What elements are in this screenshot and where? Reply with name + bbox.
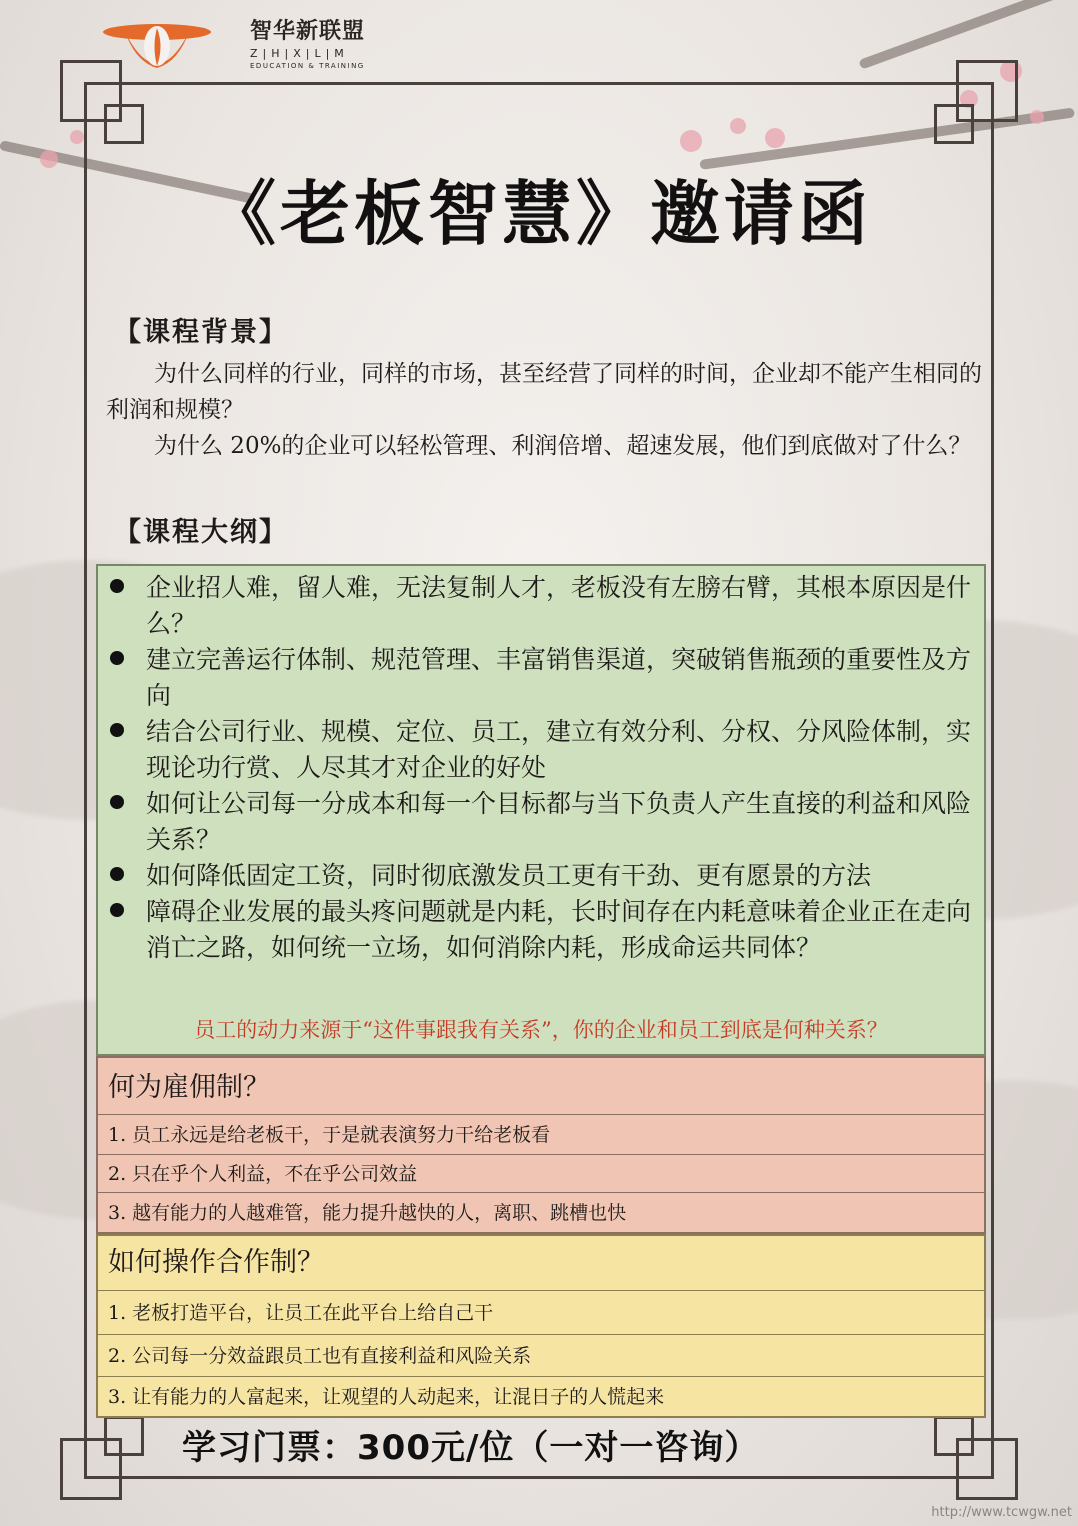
watermark: http://www.tcwgw.net	[931, 1505, 1072, 1520]
outline-item-text: 建立完善运行体制、规范管理、丰富销售渠道，突破销售瓶颈的重要性及方向	[146, 645, 972, 710]
background-paragraph-1: 为什么同样的行业，同样的市场，甚至经营了同样的时间，企业却不能产生相同的利润和规模？	[106, 361, 982, 423]
bullet-icon	[110, 867, 124, 881]
brand-logo-icon	[100, 10, 215, 80]
outline-item-text: 企业招人难，留人难，无法复制人才，老板没有左膀右臂，其根本原因是什么？	[146, 573, 972, 638]
outline-item-text: 如何降低固定工资，同时彻底激发员工更有干劲、更有愿景的方法	[146, 861, 872, 890]
brand-tagline: EDUCATION & TRAINING	[250, 62, 365, 70]
table-row: 1. 员工永远是给老板干，于是就表演努力干给老板看	[98, 1114, 984, 1154]
outline-heading: 【课程大纲】	[114, 517, 288, 548]
employment-table	[96, 1056, 986, 1234]
outline-item-text: 障碍企业发展的最头疼问题就是内耗，长时间存在内耗意味着企业正在走向消亡之路，如何统一立场，如何消除内耗，形成命运共同体？	[146, 897, 972, 962]
brand-name: 智华新联盟	[250, 19, 366, 44]
table-row: 3. 越有能力的人越难管，能力提升越快的人，离职、跳槽也快	[98, 1192, 984, 1232]
table-row: 3. 让有能力的人富起来，让观望的人动起来，让混日子的人慌起来	[98, 1376, 984, 1416]
table-row: 1. 老板打造平台，让员工在此平台上给自己干	[98, 1290, 984, 1334]
bullet-icon	[110, 723, 124, 737]
page-title: 《老板智慧》邀请函	[206, 172, 872, 255]
ticket-price: 学习门票：300元/位（一对一咨询）	[182, 1428, 760, 1468]
bullet-icon	[110, 579, 124, 593]
employment-heading: 何为雇佣制？	[108, 1072, 270, 1103]
outline-box	[96, 564, 986, 1056]
bullet-icon	[110, 795, 124, 809]
table-row: 2. 只在乎个人利益，不在乎公司效益	[98, 1154, 984, 1192]
partnership-heading: 如何操作合作制？	[108, 1247, 324, 1278]
outline-item-text: 如何让公司每一分成本和每一个目标都与当下负责人产生直接的利益和风险关系？	[146, 789, 972, 854]
outline-item-text: 结合公司行业、规模、定位、员工，建立有效分利、分权、分风险体制，实现论功行赏、人尽其才对企业的好处	[146, 717, 972, 782]
background-heading: 【课程背景】	[114, 317, 288, 348]
brand-letters: Z|H|X|L|M	[250, 47, 349, 60]
background-paragraph-2: 为什么 20%的企业可以轻松管理、利润倍增、超速发展，他们到底做对了什么？	[154, 433, 972, 459]
highlight-question: 员工的动力来源于“这件事跟我有关系”，你的企业和员工到底是何种关系？	[194, 1018, 888, 1042]
bullet-icon	[110, 903, 124, 917]
brand	[250, 14, 365, 70]
bullet-icon	[110, 651, 124, 665]
partnership-table	[96, 1234, 986, 1418]
table-row: 2. 公司每一分效益跟员工也有直接利益和风险关系	[98, 1334, 984, 1376]
